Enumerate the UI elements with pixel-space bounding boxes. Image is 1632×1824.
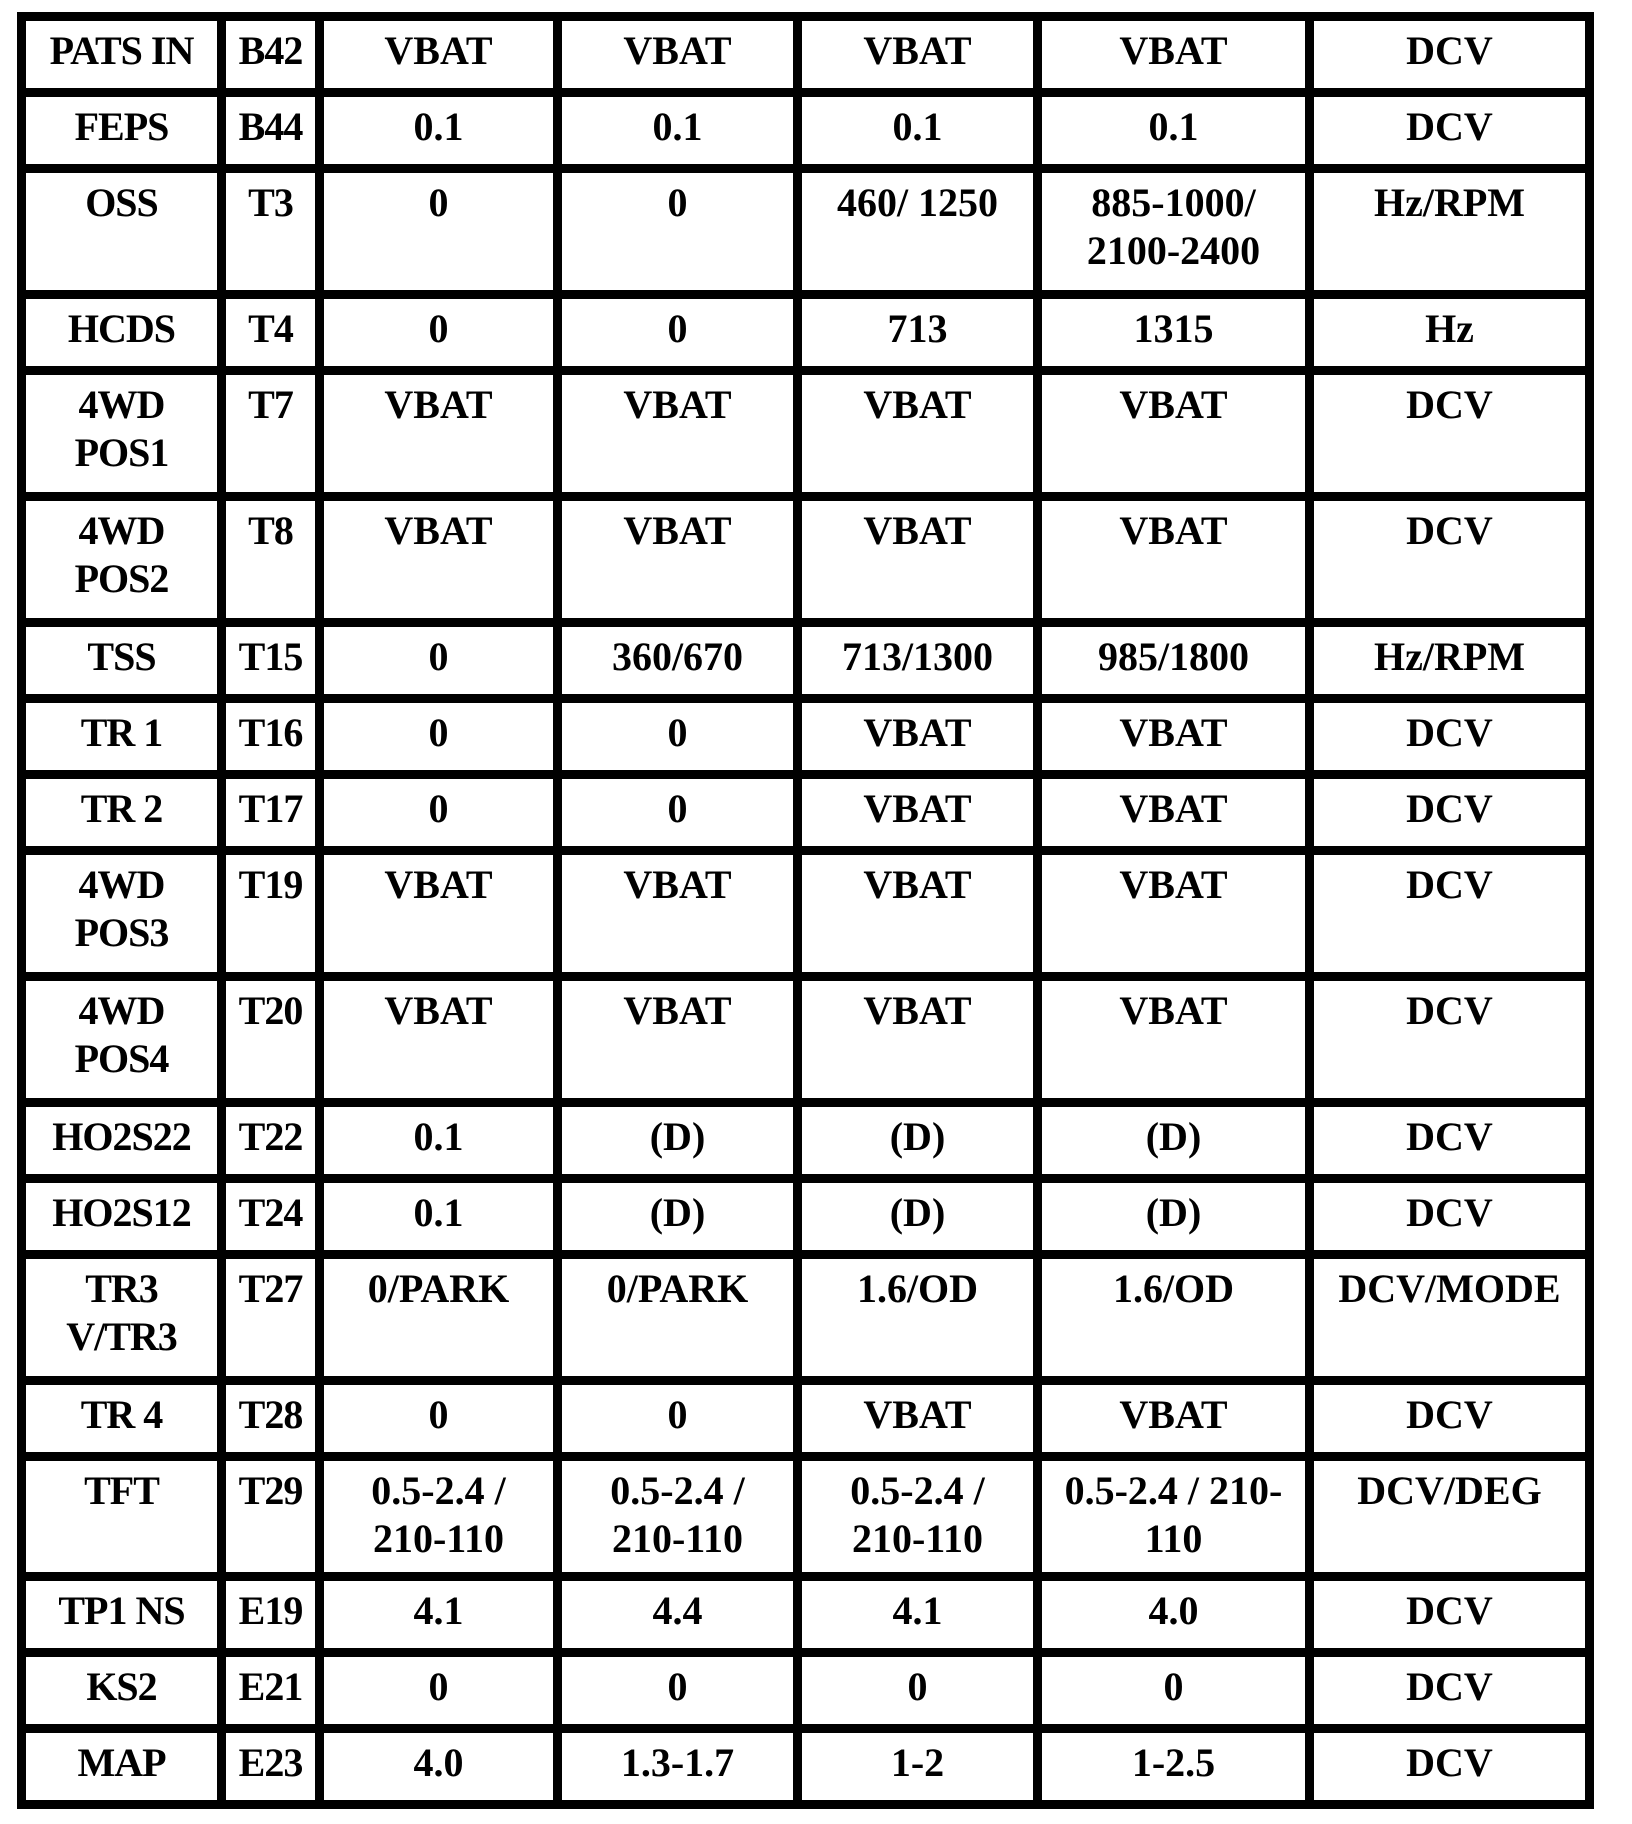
pcm-pin-voltage-table	[17, 12, 1585, 1809]
value-cell: 4.4	[558, 1577, 798, 1653]
pin-cell: T19	[222, 851, 320, 977]
value-cell: 713	[798, 295, 1038, 371]
pin-cell: T24	[222, 1179, 320, 1255]
table-row	[22, 17, 1590, 93]
data-table	[17, 12, 1594, 1809]
value-cell: 0	[320, 169, 558, 295]
value-cell: (D)	[1038, 1103, 1310, 1179]
signal-name-cell: 4WD POS1	[22, 371, 222, 497]
value-cell: VBAT	[320, 17, 558, 93]
value-cell: VBAT	[1038, 977, 1310, 1103]
value-cell: VBAT	[558, 17, 798, 93]
value-cell: VBAT	[798, 371, 1038, 497]
signal-name-cell: TR 4	[22, 1381, 222, 1457]
value-cell: 0	[320, 295, 558, 371]
value-cell: VBAT	[1038, 17, 1310, 93]
value-cell: VBAT	[798, 1381, 1038, 1457]
signal-name-cell: OSS	[22, 169, 222, 295]
value-cell: VBAT	[798, 17, 1038, 93]
value-cell: VBAT	[1038, 699, 1310, 775]
value-cell: 0	[558, 699, 798, 775]
unit-cell: DCV	[1310, 93, 1590, 169]
value-cell: VBAT	[320, 977, 558, 1103]
table-row	[22, 93, 1590, 169]
table-row	[22, 775, 1590, 851]
signal-name-cell: KS2	[22, 1653, 222, 1729]
value-cell: 1-2.5	[1038, 1729, 1310, 1805]
signal-name-cell: 4WD POS3	[22, 851, 222, 977]
value-cell: 4.1	[320, 1577, 558, 1653]
pin-cell: E21	[222, 1653, 320, 1729]
unit-cell: DCV	[1310, 699, 1590, 775]
unit-cell: DCV	[1310, 977, 1590, 1103]
value-cell: 4.0	[1038, 1577, 1310, 1653]
value-cell: 360/670	[558, 623, 798, 699]
unit-cell: DCV	[1310, 1729, 1590, 1805]
unit-cell: DCV/DEG	[1310, 1457, 1590, 1577]
table-row	[22, 1457, 1590, 1577]
pin-cell: T20	[222, 977, 320, 1103]
value-cell: VBAT	[320, 851, 558, 977]
value-cell: VBAT	[1038, 775, 1310, 851]
value-cell: 985/1800	[1038, 623, 1310, 699]
value-cell: VBAT	[1038, 497, 1310, 623]
value-cell: 0.5-2.4 / 210-110	[798, 1457, 1038, 1577]
value-cell: 0	[320, 775, 558, 851]
table-row	[22, 1255, 1590, 1381]
value-cell: VBAT	[320, 497, 558, 623]
signal-name-cell: TSS	[22, 623, 222, 699]
pin-cell: T3	[222, 169, 320, 295]
value-cell: (D)	[798, 1179, 1038, 1255]
pin-cell: T17	[222, 775, 320, 851]
value-cell: VBAT	[320, 371, 558, 497]
unit-cell: DCV	[1310, 775, 1590, 851]
value-cell: 0	[320, 623, 558, 699]
unit-cell: Hz/RPM	[1310, 623, 1590, 699]
value-cell: 0.5-2.4 / 210- 110	[1038, 1457, 1310, 1577]
table-row	[22, 295, 1590, 371]
value-cell: 1-2	[798, 1729, 1038, 1805]
value-cell: 0	[1038, 1653, 1310, 1729]
value-cell: VBAT	[1038, 371, 1310, 497]
table-row	[22, 497, 1590, 623]
table-row	[22, 1729, 1590, 1805]
table-row	[22, 371, 1590, 497]
value-cell: VBAT	[798, 497, 1038, 623]
value-cell: VBAT	[798, 851, 1038, 977]
unit-cell: DCV	[1310, 1103, 1590, 1179]
value-cell: VBAT	[798, 775, 1038, 851]
value-cell: 713/1300	[798, 623, 1038, 699]
unit-cell: DCV	[1310, 371, 1590, 497]
value-cell: 0.1	[798, 93, 1038, 169]
signal-name-cell: HO2S12	[22, 1179, 222, 1255]
value-cell: VBAT	[558, 497, 798, 623]
pin-cell: T4	[222, 295, 320, 371]
pin-cell: T8	[222, 497, 320, 623]
value-cell: 885-1000/ 2100-2400	[1038, 169, 1310, 295]
pin-cell: T27	[222, 1255, 320, 1381]
table-row	[22, 977, 1590, 1103]
value-cell: VBAT	[558, 977, 798, 1103]
value-cell: 4.0	[320, 1729, 558, 1805]
value-cell: 1315	[1038, 295, 1310, 371]
value-cell: 0	[558, 295, 798, 371]
unit-cell: DCV	[1310, 1179, 1590, 1255]
pin-cell: E19	[222, 1577, 320, 1653]
value-cell: 0/PARK	[558, 1255, 798, 1381]
signal-name-cell: TP1 NS	[22, 1577, 222, 1653]
unit-cell: DCV/MODE	[1310, 1255, 1590, 1381]
value-cell: 0	[320, 1653, 558, 1729]
value-cell: 0	[558, 1381, 798, 1457]
table-row	[22, 169, 1590, 295]
unit-cell: DCV	[1310, 17, 1590, 93]
value-cell: 0.1	[320, 1179, 558, 1255]
table-row	[22, 851, 1590, 977]
pin-cell: B44	[222, 93, 320, 169]
value-cell: 0	[558, 169, 798, 295]
pin-cell: E23	[222, 1729, 320, 1805]
unit-cell: DCV	[1310, 1653, 1590, 1729]
value-cell: VBAT	[558, 851, 798, 977]
signal-name-cell: TR3 V/TR3	[22, 1255, 222, 1381]
unit-cell: DCV	[1310, 497, 1590, 623]
value-cell: 0.1	[558, 93, 798, 169]
value-cell: VBAT	[1038, 851, 1310, 977]
value-cell: VBAT	[558, 371, 798, 497]
value-cell: VBAT	[798, 699, 1038, 775]
signal-name-cell: HCDS	[22, 295, 222, 371]
unit-cell: DCV	[1310, 1577, 1590, 1653]
unit-cell: DCV	[1310, 1381, 1590, 1457]
table-row	[22, 1381, 1590, 1457]
signal-name-cell: TR 1	[22, 699, 222, 775]
value-cell: (D)	[1038, 1179, 1310, 1255]
table-row	[22, 1577, 1590, 1653]
signal-name-cell: HO2S22	[22, 1103, 222, 1179]
value-cell: 0	[320, 1381, 558, 1457]
value-cell: 0.5-2.4 / 210-110	[558, 1457, 798, 1577]
signal-name-cell: TFT	[22, 1457, 222, 1577]
pin-cell: T7	[222, 371, 320, 497]
value-cell: 4.1	[798, 1577, 1038, 1653]
signal-name-cell: 4WD POS4	[22, 977, 222, 1103]
value-cell: 0	[558, 1653, 798, 1729]
value-cell: 0	[798, 1653, 1038, 1729]
table-row	[22, 1179, 1590, 1255]
signal-name-cell: 4WD POS2	[22, 497, 222, 623]
value-cell: (D)	[558, 1179, 798, 1255]
pin-cell: T22	[222, 1103, 320, 1179]
value-cell: (D)	[798, 1103, 1038, 1179]
value-cell: VBAT	[1038, 1381, 1310, 1457]
value-cell: 460/ 1250	[798, 169, 1038, 295]
value-cell: (D)	[558, 1103, 798, 1179]
unit-cell: Hz	[1310, 295, 1590, 371]
value-cell: 0.1	[320, 1103, 558, 1179]
unit-cell: Hz/RPM	[1310, 169, 1590, 295]
table-row	[22, 699, 1590, 775]
unit-cell: DCV	[1310, 851, 1590, 977]
signal-name-cell: MAP	[22, 1729, 222, 1805]
table-row	[22, 1653, 1590, 1729]
signal-name-cell: PATS IN	[22, 17, 222, 93]
value-cell: 0.5-2.4 / 210-110	[320, 1457, 558, 1577]
value-cell: 1.6/OD	[1038, 1255, 1310, 1381]
signal-name-cell: TR 2	[22, 775, 222, 851]
value-cell: 1.6/OD	[798, 1255, 1038, 1381]
pin-cell: T16	[222, 699, 320, 775]
pin-cell: T28	[222, 1381, 320, 1457]
value-cell: 1.3-1.7	[558, 1729, 798, 1805]
table-row	[22, 623, 1590, 699]
value-cell: 0	[320, 699, 558, 775]
value-cell: 0	[558, 775, 798, 851]
value-cell: VBAT	[798, 977, 1038, 1103]
table-row	[22, 1103, 1590, 1179]
pin-cell: B42	[222, 17, 320, 93]
signal-name-cell: FEPS	[22, 93, 222, 169]
value-cell: 0.1	[1038, 93, 1310, 169]
pin-cell: T29	[222, 1457, 320, 1577]
value-cell: 0/PARK	[320, 1255, 558, 1381]
value-cell: 0.1	[320, 93, 558, 169]
pin-cell: T15	[222, 623, 320, 699]
